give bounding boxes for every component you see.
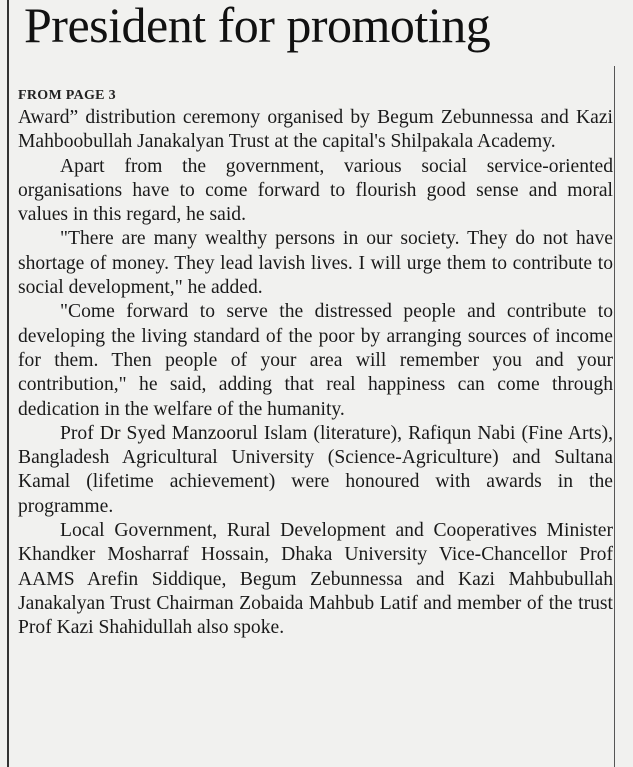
paragraph-6: Local Government, Rural Development and Cooperatives Minister Khandker Mosharraf Hossain, Dhaka University Vice-Chancellor Prof AAMS Arefin Siddique, Begum Zebunnessa and Kazi Mahbubullah Janakalyan Trust Chairman Zobaida Mahbub Latif and member of the trust Prof Kazi Shahidullah also spoke.: [18, 520, 613, 639]
paragraph-2: Apart from the government, various social service-oriented organisations have to come forward to flourish good sense and moral values in this regard, he said.: [18, 155, 613, 226]
headline: President for promoting: [24, 0, 491, 53]
column-divider: [614, 66, 615, 767]
article-body: [18, 86, 613, 641]
paragraph-4: "Come forward to serve the distressed people and contribute to developing the living standard of the poor by arranging sources of income for them. Then people of your area will remember you and your contribution," he said, adding that real happiness can come through dedication in the welfare of the humanity.: [18, 301, 613, 420]
continuation-kicker: FROM PAGE 3: [18, 88, 116, 103]
paragraph-5: Prof Dr Syed Manzoorul Islam (literature), Rafiqun Nabi (Fine Arts), Bangladesh Agricultural University (Science-Agriculture) and Sultana Kamal (lifetime achievement) were honoured with awards in the programme.: [18, 422, 613, 517]
paragraph-3: "There are many wealthy persons in our society. They do not have shortage of money. They lead lavish lives. I will urge them to contribute to social development," he added.: [18, 228, 613, 299]
paragraph-1: Award” distribution ceremony organised by Begum Zebunnessa and Kazi Mahboobullah Janakalyan Trust at the capital's Shilpakala Academy.: [18, 107, 613, 153]
